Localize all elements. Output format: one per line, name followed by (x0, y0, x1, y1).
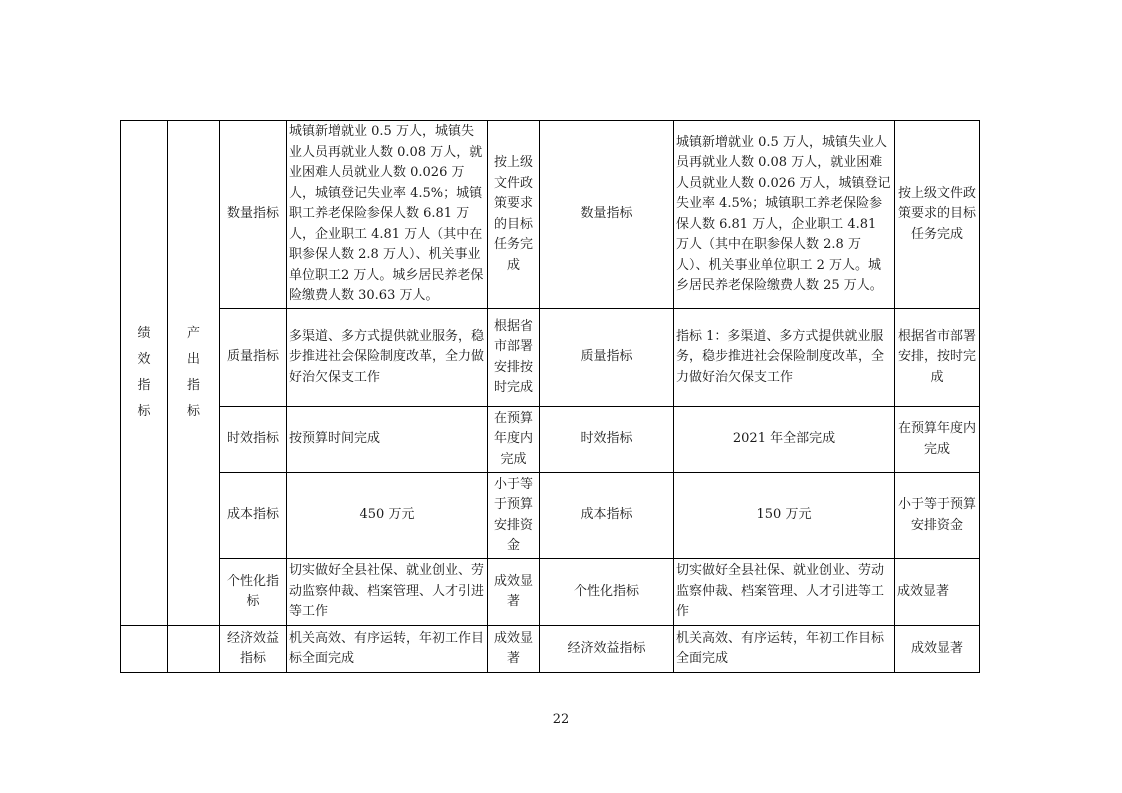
table-row (121, 407, 980, 473)
indicator-name-2: 成本指标 (540, 473, 674, 559)
indicator-content-2: 指标 1：多渠道、多方式提供就业服务，稳步推进社会保险制度改革，全力做好治欠保支工作 (674, 309, 895, 407)
indicator-basis: 按上级文件政策要求的目标任务完成 (488, 121, 540, 309)
table-row (121, 559, 980, 626)
indicator-content: 按预算时间完成 (287, 407, 488, 473)
indicator-name-2: 数量指标 (540, 121, 674, 309)
indicator-name-2: 质量指标 (540, 309, 674, 407)
empty-category-cell (121, 626, 168, 673)
table-row (121, 121, 980, 309)
table-row (121, 473, 980, 559)
table-row (121, 309, 980, 407)
indicator-name: 质量指标 (220, 309, 287, 407)
indicator-basis-2: 小于等于预算安排资金 (895, 473, 980, 559)
indicator-content: 多渠道、多方式提供就业服务，稳步推进社会保险制度改革，全力做好治欠保支工作 (287, 309, 488, 407)
indicator-basis-2: 按上级文件政策要求的目标任务完成 (895, 121, 980, 309)
empty-subcategory-cell (168, 626, 220, 673)
indicator-name: 数量指标 (220, 121, 287, 309)
indicator-content: 城镇新增就业 0.5 万人，城镇失业人员再就业人数 0.08 万人，就业困难人员就业人数 0.026 万人，城镇登记失业率 4.5%；城镇职工养老保险参保人数 6.81 万人，企业职工 4.81 万人（其中在职参保人数 2.8 万人）、机关事业单位职工2 万人。城乡居民养老保险缴费人数 30.63 万人。 (287, 121, 488, 309)
indicator-basis-2: 成效显著 (895, 559, 980, 626)
subcategory-cell: 产 出 指 标 (168, 121, 220, 626)
indicator-content-2: 150 万元 (674, 473, 895, 559)
indicator-name-2: 经济效益指标 (540, 626, 674, 673)
indicator-basis-2: 成效显著 (895, 626, 980, 673)
indicator-basis: 在预算年度内完成 (488, 407, 540, 473)
indicator-basis: 成效显著 (488, 626, 540, 673)
indicator-content-2: 切实做好全县社保、就业创业、劳动监察仲裁、档案管理、人才引进等工作 (674, 559, 895, 626)
indicator-basis: 成效显著 (488, 559, 540, 626)
indicator-name: 经济效益指标 (220, 626, 287, 673)
category-cell: 绩 效 指 标 (121, 121, 168, 626)
indicator-name-2: 个性化指标 (540, 559, 674, 626)
indicator-basis: 根据省市部署安排按时完成 (488, 309, 540, 407)
indicator-content: 切实做好全县社保、就业创业、劳动监察仲裁、档案管理、人才引进等工作 (287, 559, 488, 626)
performance-indicator-table (120, 120, 980, 673)
indicator-content-2: 机关高效、有序运转，年初工作目标全面完成 (674, 626, 895, 673)
indicator-name: 时效指标 (220, 407, 287, 473)
page-number: 22 (552, 712, 570, 727)
indicator-content-2: 2021 年全部完成 (674, 407, 895, 473)
indicator-content: 机关高效、有序运转，年初工作目标全面完成 (287, 626, 488, 673)
table-row (121, 626, 980, 673)
indicator-basis-2: 根据省市部署安排，按时完成 (895, 309, 980, 407)
indicator-content-2: 城镇新增就业 0.5 万人，城镇失业人员再就业人数 0.08 万人，就业困难人员就业人数 0.026 万人，城镇登记失业率 4.5%；城镇职工养老保险参保人数 6.81 万人，企业职工 4.81 万人（其中在职参保人数 2.8 万人）、机关事业单位职工 2 万人。城乡居民养老保险缴费人数 25 万人。 (674, 121, 895, 309)
indicator-name: 成本指标 (220, 473, 287, 559)
indicator-name: 个性化指标 (220, 559, 287, 626)
indicator-content: 450 万元 (287, 473, 488, 559)
indicator-basis-2: 在预算年度内完成 (895, 407, 980, 473)
indicator-basis: 小于等于预算安排资金 (488, 473, 540, 559)
indicator-name-2: 时效指标 (540, 407, 674, 473)
